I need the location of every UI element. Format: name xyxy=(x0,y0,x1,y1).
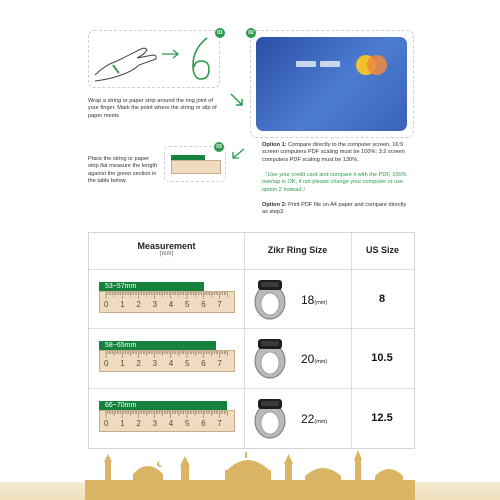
ruler-number: 0 xyxy=(104,419,109,428)
ruler-number: 3 xyxy=(152,359,158,368)
ruler-number: 4 xyxy=(168,419,174,428)
ruler-number: 5 xyxy=(185,300,190,309)
ring-icon xyxy=(252,335,288,381)
arrow-icon xyxy=(230,148,246,160)
us-size-value: 12.5 xyxy=(371,412,393,424)
hand-icon xyxy=(93,35,173,85)
ruler-number: 4 xyxy=(168,300,174,309)
ruler-number: 6 xyxy=(201,300,206,309)
size-unit: (mm) xyxy=(314,300,328,306)
measurement-bar: 58~65mm xyxy=(99,341,216,350)
step2-badge: 02 xyxy=(246,28,256,38)
ruler-number: 1 xyxy=(120,300,125,309)
size-number: 18 xyxy=(301,293,315,307)
option2-label: Option 2: xyxy=(262,202,287,208)
measurement-bar: 66~70mm xyxy=(99,401,227,410)
mosque-skyline-icon xyxy=(85,450,415,500)
ruler xyxy=(99,291,235,313)
ruler-number: 6 xyxy=(201,359,206,368)
ruler-number: 6 xyxy=(201,419,206,428)
step1-badge: 01 xyxy=(215,28,225,38)
ring-icon xyxy=(252,395,288,441)
ruler-number: 1 xyxy=(120,359,125,368)
option1-text: Compare directly to the computer screen, 16:9 screen computers PDF scaling must be 100%; 3:2 screen computers PDF scaling must be 130%。 xyxy=(262,142,405,163)
step2-illustration xyxy=(250,30,414,138)
measurement-bar: 53~57mm xyxy=(99,282,204,291)
zikr-size-value xyxy=(301,352,327,366)
size-unit: (mm) xyxy=(314,359,328,365)
ruler-number: 5 xyxy=(185,359,190,368)
option1-label: Option 1: xyxy=(262,142,287,148)
ruler xyxy=(99,350,235,372)
ruler-number: 1 xyxy=(120,419,125,428)
ruler-number: 7 xyxy=(217,419,222,428)
step1-text: Wrap a string or paper strip around the ring joint of your finger. Mark the point where the string or slip of paper meets xyxy=(88,98,217,119)
zikr-size-value xyxy=(301,293,327,307)
ruler-number: 4 xyxy=(168,359,174,368)
ruler xyxy=(99,410,235,432)
us-size-value: 8 xyxy=(378,293,386,305)
zikr-size-value xyxy=(301,412,327,426)
ruler-number: 2 xyxy=(136,359,141,368)
size-table xyxy=(88,232,415,449)
option2-block xyxy=(262,202,412,217)
ruler-number: 7 xyxy=(217,359,222,368)
option1-block xyxy=(262,142,412,164)
string-loop-icon xyxy=(185,35,215,83)
ruler-number: 2 xyxy=(136,300,141,309)
ruler-number: 5 xyxy=(185,419,190,428)
ruler-number: 3 xyxy=(152,300,158,309)
option1-note: （Use your credit card and compare it with the PDF, 100% overlap is OK, if not please change your computer or use option 2 instead.） xyxy=(262,172,407,193)
us-size-value: 10.5 xyxy=(371,352,393,364)
ruler-number: 3 xyxy=(152,419,158,428)
ruler-number: 2 xyxy=(136,419,141,428)
step1-illustration xyxy=(88,30,220,88)
header-us-size: US Size xyxy=(365,245,399,255)
arrow-icon xyxy=(161,49,181,59)
arrow-icon xyxy=(229,92,245,108)
header-measurement: Measurement (mm) xyxy=(137,241,196,257)
ruler-number: 0 xyxy=(104,359,109,368)
header-zikr-size: Zikr Ring Size xyxy=(267,245,328,255)
ruler-number: 7 xyxy=(217,300,222,309)
credit-card-icon xyxy=(256,37,407,131)
size-number: 20 xyxy=(301,352,315,366)
option2-text: Print PDF file on A4 paper and compare directly as step3 xyxy=(262,202,407,216)
step3-text: Place the string or paper strip flat measure the length against the green section in the table below xyxy=(88,156,158,185)
ruler-number: 0 xyxy=(104,300,109,309)
step3-badge: 03 xyxy=(214,142,224,152)
size-unit: (mm) xyxy=(314,419,328,425)
ring-icon xyxy=(252,276,288,322)
size-number: 22 xyxy=(301,412,315,426)
